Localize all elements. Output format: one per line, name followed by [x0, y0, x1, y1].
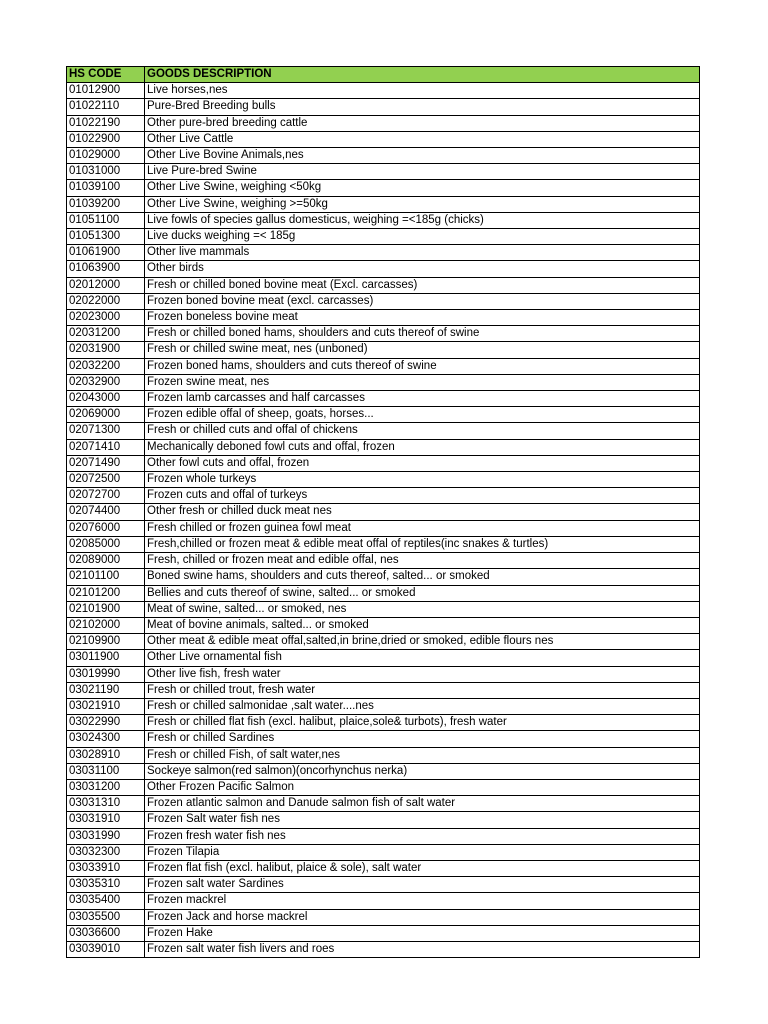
- goods-description-cell: Other Live Bovine Animals,nes: [145, 148, 700, 164]
- table-row: [67, 828, 700, 844]
- goods-description-cell: Fresh or chilled boned bovine meat (Excl. carcasses): [145, 277, 700, 293]
- goods-description-column-header: GOODS DESCRIPTION: [145, 67, 700, 83]
- table-row: [67, 374, 700, 390]
- goods-description-cell: Fresh,chilled or frozen meat & edible meat offal of reptiles(inc snakes & turtles): [145, 536, 700, 552]
- table-row: [67, 634, 700, 650]
- goods-description-cell: Frozen boned hams, shoulders and cuts thereof of swine: [145, 358, 700, 374]
- hs-code-cell: 01022900: [67, 131, 145, 147]
- hs-code-cell: 03035310: [67, 877, 145, 893]
- table-row: [67, 439, 700, 455]
- table-row: [67, 666, 700, 682]
- hs-code-cell: 02071410: [67, 439, 145, 455]
- table-row: [67, 196, 700, 212]
- hs-code-cell: 01029000: [67, 148, 145, 164]
- goods-description-cell: Other live fish, fresh water: [145, 666, 700, 682]
- goods-description-cell: Frozen lamb carcasses and half carcasses: [145, 391, 700, 407]
- table-row: [67, 131, 700, 147]
- hs-code-cell: 02076000: [67, 520, 145, 536]
- hs-code-cell: 03021190: [67, 682, 145, 698]
- goods-description-cell: Boned swine hams, shoulders and cuts thereof, salted... or smoked: [145, 569, 700, 585]
- goods-description-cell: Frozen swine meat, nes: [145, 374, 700, 390]
- table-row: [67, 520, 700, 536]
- goods-description-cell: Other live mammals: [145, 245, 700, 261]
- table-row: [67, 877, 700, 893]
- table-row: [67, 342, 700, 358]
- table-row: [67, 115, 700, 131]
- hs-code-cell: 02069000: [67, 407, 145, 423]
- table-row: [67, 601, 700, 617]
- table-row: [67, 650, 700, 666]
- table-row: [67, 763, 700, 779]
- table-row: [67, 698, 700, 714]
- hs-code-cell: 02031900: [67, 342, 145, 358]
- goods-description-cell: Other meat & edible meat offal,salted,in brine,dried or smoked, edible flours nes: [145, 634, 700, 650]
- hs-code-cell: 02031200: [67, 326, 145, 342]
- hs-code-cell: 01039200: [67, 196, 145, 212]
- goods-description-cell: Other birds: [145, 261, 700, 277]
- table-row: [67, 747, 700, 763]
- table-row: [67, 455, 700, 471]
- goods-description-cell: Meat of swine, salted... or smoked, nes: [145, 601, 700, 617]
- hs-code-cell: 01039100: [67, 180, 145, 196]
- table-row: [67, 180, 700, 196]
- goods-description-cell: Other pure-bred breeding cattle: [145, 115, 700, 131]
- hs-code-cell: 03022990: [67, 715, 145, 731]
- table-row: [67, 569, 700, 585]
- goods-description-cell: Frozen Salt water fish nes: [145, 812, 700, 828]
- table-row: [67, 617, 700, 633]
- table-row: [67, 472, 700, 488]
- table-row: [67, 860, 700, 876]
- goods-description-cell: Other fresh or chilled duck meat nes: [145, 504, 700, 520]
- goods-description-cell: Frozen flat fish (excl. halibut, plaice & sole), salt water: [145, 860, 700, 876]
- table-row: [67, 796, 700, 812]
- table-row: [67, 148, 700, 164]
- goods-description-cell: Fresh or chilled boned hams, shoulders and cuts thereof of swine: [145, 326, 700, 342]
- goods-description-cell: Bellies and cuts thereof of swine, salted... or smoked: [145, 585, 700, 601]
- table-row: [67, 893, 700, 909]
- goods-description-cell: Frozen Tilapia: [145, 844, 700, 860]
- table-row: [67, 488, 700, 504]
- header-row: [67, 67, 700, 83]
- hs-code-cell: 03035400: [67, 893, 145, 909]
- table-row: [67, 504, 700, 520]
- goods-description-cell: Fresh or chilled cuts and offal of chickens: [145, 423, 700, 439]
- hs-code-cell: 02101900: [67, 601, 145, 617]
- hs-code-cell: 02089000: [67, 553, 145, 569]
- hs-code-cell: 02074400: [67, 504, 145, 520]
- hs-code-cell: 03024300: [67, 731, 145, 747]
- goods-description-cell: Frozen salt water Sardines: [145, 877, 700, 893]
- hs-code-cell: 03031200: [67, 779, 145, 795]
- goods-description-cell: Frozen whole turkeys: [145, 472, 700, 488]
- table-row: [67, 277, 700, 293]
- hs-code-column-header: HS CODE: [67, 67, 145, 83]
- goods-description-cell: Meat of bovine animals, salted... or smoked: [145, 617, 700, 633]
- goods-description-cell: Fresh or chilled Sardines: [145, 731, 700, 747]
- goods-description-cell: Frozen edible offal of sheep, goats, horses...: [145, 407, 700, 423]
- goods-description-cell: Frozen cuts and offal of turkeys: [145, 488, 700, 504]
- table-row: [67, 212, 700, 228]
- table-row: [67, 261, 700, 277]
- table-row: [67, 391, 700, 407]
- table-row: [67, 407, 700, 423]
- hs-code-cell: 02043000: [67, 391, 145, 407]
- hs-code-cell: 03021910: [67, 698, 145, 714]
- table-row: [67, 844, 700, 860]
- table-row: [67, 779, 700, 795]
- hs-code-cell: 01022190: [67, 115, 145, 131]
- hs-code-cell: 03035500: [67, 909, 145, 925]
- hs-code-cell: 02072500: [67, 472, 145, 488]
- hs-code-cell: 02023000: [67, 310, 145, 326]
- table-row: [67, 245, 700, 261]
- table-row: [67, 536, 700, 552]
- goods-description-cell: Fresh or chilled Fish, of salt water,nes: [145, 747, 700, 763]
- table-row: [67, 941, 700, 957]
- goods-description-cell: Frozen salt water fish livers and roes: [145, 941, 700, 957]
- hs-code-cell: 02032900: [67, 374, 145, 390]
- goods-description-cell: Frozen Jack and horse mackrel: [145, 909, 700, 925]
- table-row: [67, 293, 700, 309]
- table-row: [67, 99, 700, 115]
- table-body: [67, 83, 700, 958]
- hs-code-cell: 03031100: [67, 763, 145, 779]
- hs-code-cell: 01051300: [67, 229, 145, 245]
- hs-code-cell: 01012900: [67, 83, 145, 99]
- goods-description-cell: Live horses,nes: [145, 83, 700, 99]
- table-row: [67, 731, 700, 747]
- table-row: [67, 909, 700, 925]
- hs-code-cell: 03033910: [67, 860, 145, 876]
- goods-description-cell: Sockeye salmon(red salmon)(oncorhynchus nerka): [145, 763, 700, 779]
- goods-description-cell: Live Pure-bred Swine: [145, 164, 700, 180]
- goods-description-cell: Frozen fresh water fish nes: [145, 828, 700, 844]
- table-row: [67, 423, 700, 439]
- table-row: [67, 229, 700, 245]
- goods-description-cell: Other Live ornamental fish: [145, 650, 700, 666]
- goods-description-cell: Fresh or chilled swine meat, nes (unboned): [145, 342, 700, 358]
- goods-description-cell: Fresh or chilled salmonidae ,salt water....nes: [145, 698, 700, 714]
- table-row: [67, 682, 700, 698]
- table-row: [67, 310, 700, 326]
- table-row: [67, 925, 700, 941]
- goods-description-cell: Pure-Bred Breeding bulls: [145, 99, 700, 115]
- goods-description-cell: Fresh or chilled trout, fresh water: [145, 682, 700, 698]
- hs-code-cell: 03032300: [67, 844, 145, 860]
- goods-description-cell: Mechanically deboned fowl cuts and offal, frozen: [145, 439, 700, 455]
- table-row: [67, 585, 700, 601]
- goods-description-cell: Frozen boned bovine meat (excl. carcasses): [145, 293, 700, 309]
- hs-code-cell: 03028910: [67, 747, 145, 763]
- table-row: [67, 715, 700, 731]
- hs-code-cell: 03031990: [67, 828, 145, 844]
- hs-code-cell: 03011900: [67, 650, 145, 666]
- hs-code-cell: 02022000: [67, 293, 145, 309]
- goods-description-cell: Other Live Swine, weighing <50kg: [145, 180, 700, 196]
- hs-code-cell: 02071300: [67, 423, 145, 439]
- goods-description-cell: Fresh, chilled or frozen meat and edible offal, nes: [145, 553, 700, 569]
- goods-description-cell: Frozen Hake: [145, 925, 700, 941]
- hs-code-cell: 01051100: [67, 212, 145, 228]
- table-row: [67, 326, 700, 342]
- table-row: [67, 553, 700, 569]
- goods-description-cell: Frozen atlantic salmon and Danude salmon fish of salt water: [145, 796, 700, 812]
- hs-code-cell: 02012000: [67, 277, 145, 293]
- hs-code-cell: 03036600: [67, 925, 145, 941]
- goods-description-cell: Frozen mackrel: [145, 893, 700, 909]
- goods-description-cell: Frozen boneless bovine meat: [145, 310, 700, 326]
- hs-code-cell: 03039010: [67, 941, 145, 957]
- hs-code-cell: 02071490: [67, 455, 145, 471]
- goods-description-cell: Live fowls of species gallus domesticus, weighing =<185g (chicks): [145, 212, 700, 228]
- hs-code-cell: 02102000: [67, 617, 145, 633]
- hs-code-cell: 03031310: [67, 796, 145, 812]
- goods-description-cell: Fresh chilled or frozen guinea fowl meat: [145, 520, 700, 536]
- table-row: [67, 358, 700, 374]
- hs-code-cell: 01063900: [67, 261, 145, 277]
- hs-code-cell: 02072700: [67, 488, 145, 504]
- hs-code-cell: 03031910: [67, 812, 145, 828]
- goods-description-cell: Live ducks weighing =< 185g: [145, 229, 700, 245]
- goods-description-cell: Fresh or chilled flat fish (excl. halibut, plaice,sole& turbots), fresh water: [145, 715, 700, 731]
- hs-code-cell: 02085000: [67, 536, 145, 552]
- goods-description-cell: Other fowl cuts and offal, frozen: [145, 455, 700, 471]
- table-row: [67, 83, 700, 99]
- hs-code-cell: 03019990: [67, 666, 145, 682]
- hs-code-cell: 02101100: [67, 569, 145, 585]
- hs-code-cell: 01022110: [67, 99, 145, 115]
- hs-code-cell: 01031000: [67, 164, 145, 180]
- table-row: [67, 164, 700, 180]
- hs-code-cell: 02032200: [67, 358, 145, 374]
- goods-description-cell: Other Frozen Pacific Salmon: [145, 779, 700, 795]
- goods-description-cell: Other Live Cattle: [145, 131, 700, 147]
- hs-code-cell: 02109900: [67, 634, 145, 650]
- hs-code-cell: 01061900: [67, 245, 145, 261]
- hs-code-table: [66, 66, 700, 958]
- table-row: [67, 812, 700, 828]
- goods-description-cell: Other Live Swine, weighing >=50kg: [145, 196, 700, 212]
- hs-code-cell: 02101200: [67, 585, 145, 601]
